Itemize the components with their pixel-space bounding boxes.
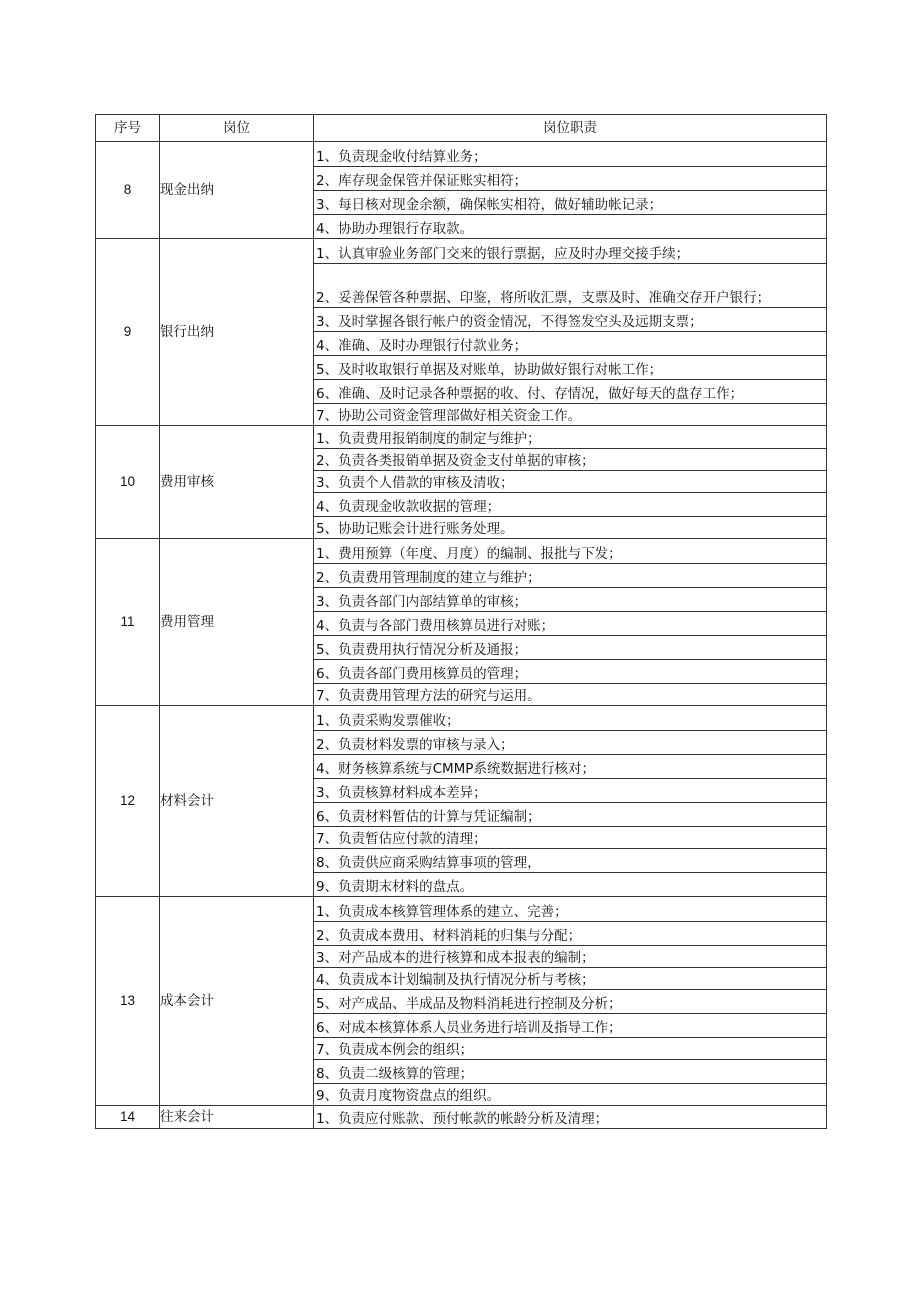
row-post: 费用审核 — [160, 426, 314, 539]
duty-text: 4、财务核算系统与CMMP系统数据进行核对； — [316, 761, 595, 778]
row-post: 银行出纳 — [160, 239, 314, 426]
table-row — [96, 1106, 827, 1129]
duty-item — [314, 563, 826, 587]
duty-item — [314, 967, 826, 989]
duty-text: 7、协助公司资金管理部做好相关资金工作。 — [316, 408, 582, 425]
row-seq: 12 — [96, 706, 160, 897]
duty-item — [314, 848, 826, 872]
duty-item — [314, 1013, 826, 1037]
duty-item — [314, 214, 826, 238]
duty-item — [314, 470, 826, 492]
duty-item — [314, 826, 826, 848]
duty-item — [314, 426, 826, 448]
duty-item — [314, 802, 826, 826]
duty-item — [314, 190, 826, 214]
duty-text: 2、库存现金保管并保证账实相符； — [316, 173, 528, 190]
row-post: 成本会计 — [160, 897, 314, 1106]
duty-item — [314, 239, 826, 263]
row-post: 费用管理 — [160, 539, 314, 706]
duty-text: 2、负责材料发票的审核与录入； — [316, 737, 514, 754]
duty-text: 6、负责材料暂估的计算与凭证编制； — [316, 809, 541, 826]
duty-item — [314, 1083, 826, 1105]
duty-item — [314, 1037, 826, 1059]
row-duties — [314, 1106, 827, 1129]
duty-text: 1、认真审验业务部门交来的银行票据，应及时办理交接手续； — [316, 246, 690, 263]
duty-text: 3、负责个人借款的审核及清收； — [316, 475, 514, 492]
duty-item — [314, 945, 826, 967]
duties-table — [95, 114, 827, 1129]
duty-item — [314, 872, 826, 896]
duty-item — [314, 448, 826, 470]
duty-item — [314, 754, 826, 778]
duty-item — [314, 331, 826, 355]
table-body — [96, 142, 827, 1129]
duty-item — [314, 587, 826, 611]
header-post: 岗位 — [160, 115, 314, 142]
duty-text: 1、负责现金收付结算业务； — [316, 149, 487, 166]
duty-text: 7、负责成本例会的组织； — [316, 1042, 474, 1059]
duty-text: 3、及时掌握各银行帐户的资金情况，不得签发空头及远期支票； — [316, 314, 703, 331]
header-duties: 岗位职责 — [314, 115, 827, 142]
duty-item — [314, 683, 826, 705]
table-row — [96, 539, 827, 706]
duty-text: 3、负责核算材料成本差异； — [316, 785, 487, 802]
duty-item — [314, 355, 826, 379]
duty-item — [314, 516, 826, 538]
duty-text: 3、对产品成本的进行核算和成本报表的编制； — [316, 950, 595, 967]
row-seq: 11 — [96, 539, 160, 706]
duty-text: 4、负责成本计划编制及执行情况分析与考核； — [316, 972, 595, 989]
duty-item — [314, 166, 826, 190]
duty-text: 6、准确、及时记录各种票据的收、付、存情况，做好每天的盘存工作； — [316, 386, 744, 403]
row-duties — [314, 706, 827, 897]
duty-item — [314, 635, 826, 659]
duty-text: 2、妥善保管各种票据、印鉴，将所收汇票，支票及时、准确交存开户银行； — [316, 290, 771, 307]
row-post: 现金出纳 — [160, 142, 314, 239]
duty-item — [314, 379, 826, 403]
row-duties — [314, 539, 827, 706]
duty-item — [314, 897, 826, 921]
duty-item — [314, 778, 826, 802]
duty-text: 9、负责月度物资盘点的组织。 — [316, 1088, 501, 1105]
duty-item — [314, 730, 826, 754]
duty-text: 1、费用预算（年度、月度）的编制、报批与下发； — [316, 546, 622, 563]
header-seq: 序号 — [96, 115, 160, 142]
duty-item — [314, 989, 826, 1013]
duty-text: 2、负责费用管理制度的建立与维护； — [316, 570, 541, 587]
duty-item — [314, 706, 826, 730]
row-duties — [314, 426, 827, 539]
duty-item — [314, 142, 826, 166]
duty-text: 1、负责应付账款、预付帐款的帐龄分析及清理； — [316, 1111, 609, 1128]
table-row — [96, 142, 827, 239]
duty-text: 2、负责各类报销单据及资金支付单据的审核； — [316, 453, 595, 470]
duty-item — [314, 659, 826, 683]
duty-text: 9、负责期末材料的盘点。 — [316, 879, 474, 896]
duty-item — [314, 611, 826, 635]
row-seq: 9 — [96, 239, 160, 426]
row-duties — [314, 897, 827, 1106]
duty-item — [314, 539, 826, 563]
duty-text: 5、协助记账会计进行账务处理。 — [316, 521, 514, 538]
duty-text: 1、负责费用报销制度的制定与维护； — [316, 431, 541, 448]
duty-text: 1、负责采购发票催收； — [316, 713, 460, 730]
row-seq: 14 — [96, 1106, 160, 1129]
table-row — [96, 426, 827, 539]
duty-text: 6、对成本核算体系人员业务进行培训及指导工作； — [316, 1020, 622, 1037]
duty-text: 4、协助办理银行存取款。 — [316, 221, 474, 238]
table-row — [96, 239, 827, 426]
row-seq: 10 — [96, 426, 160, 539]
duty-text: 4、负责与各部门费用核算员进行对账； — [316, 618, 555, 635]
header-row — [96, 115, 827, 142]
table-row — [96, 897, 827, 1106]
duty-text: 4、准确、及时办理银行付款业务； — [316, 338, 528, 355]
duty-text: 5、负责费用执行情况分析及通报； — [316, 642, 528, 659]
duty-item — [314, 1106, 826, 1128]
duty-item — [314, 403, 826, 425]
row-seq: 13 — [96, 897, 160, 1106]
duty-text: 5、及时收取银行单据及对账单，协助做好银行对帐工作； — [316, 362, 663, 379]
row-seq: 8 — [96, 142, 160, 239]
duty-text: 3、负责各部门内部结算单的审核； — [316, 594, 528, 611]
duty-item — [314, 1059, 826, 1083]
duty-text: 1、负责成本核算管理体系的建立、完善； — [316, 904, 568, 921]
duty-text: 8、负责二级核算的管理； — [316, 1066, 474, 1083]
duty-item — [314, 921, 826, 945]
row-duties — [314, 239, 827, 426]
duty-text: 3、每日核对现金余额，确保帐实相符，做好辅助帐记录； — [316, 197, 663, 214]
duty-item — [314, 263, 826, 307]
duty-text: 7、负责费用管理方法的研究与运用。 — [316, 688, 541, 705]
duty-text: 5、对产成品、半成品及物料消耗进行控制及分析； — [316, 996, 622, 1013]
duty-item — [314, 492, 826, 516]
duty-text: 4、负责现金收款收据的管理； — [316, 499, 501, 516]
duty-text: 7、负责暂估应付款的清理； — [316, 831, 487, 848]
row-post: 材料会计 — [160, 706, 314, 897]
duty-text: 8、负责供应商采购结算事项的管理， — [316, 855, 541, 872]
duty-text: 6、负责各部门费用核算员的管理； — [316, 666, 528, 683]
duty-item — [314, 307, 826, 331]
table-row — [96, 706, 827, 897]
duty-text: 2、负责成本费用、材料消耗的归集与分配； — [316, 928, 582, 945]
row-post: 往来会计 — [160, 1106, 314, 1129]
row-duties — [314, 142, 827, 239]
